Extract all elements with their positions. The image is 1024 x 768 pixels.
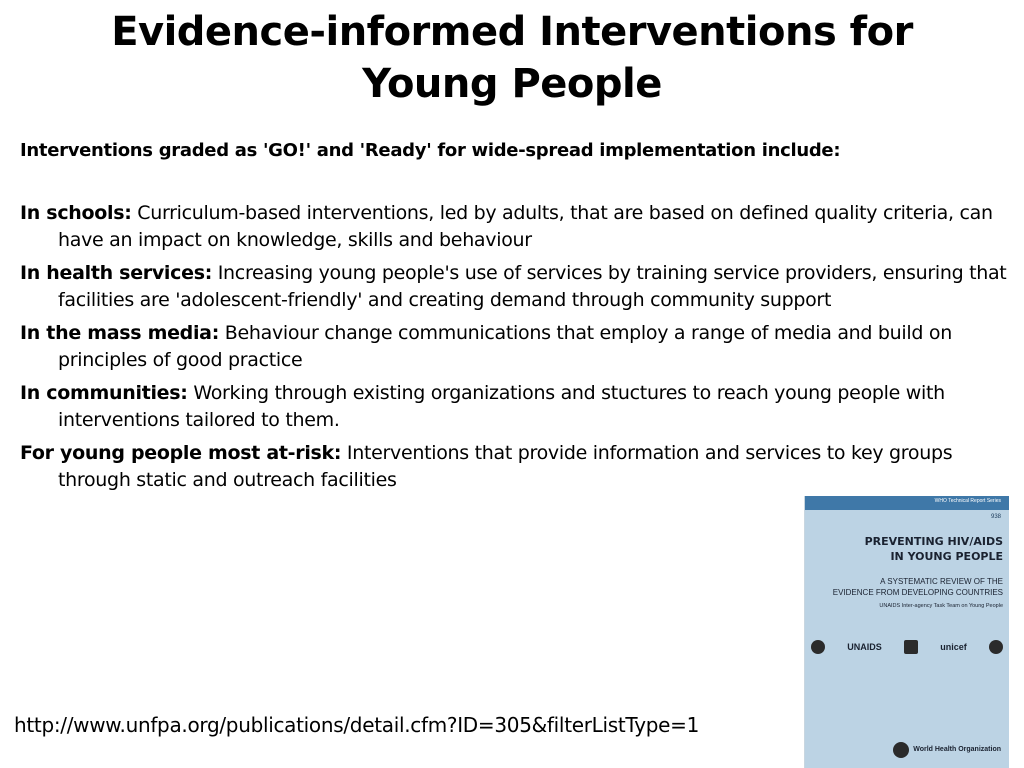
agency-logo-icon — [904, 640, 918, 654]
intro-text: Interventions graded as 'GO!' and 'Ready' for wide-spread implementation include: — [20, 140, 841, 161]
source-url[interactable]: http://www.unfpa.org/publications/detail.cfm?ID=305&filterListType=1 — [14, 713, 700, 737]
globe-logo-icon — [811, 640, 825, 654]
cover-series-bar — [805, 496, 1009, 510]
report-cover-image — [804, 496, 1009, 768]
item-text: Behaviour change communications that employ a range of media and build on principles of good practice — [58, 322, 952, 371]
unaids-logo: UNAIDS — [847, 642, 882, 652]
unicef-logo: unicef — [940, 642, 967, 652]
cover-subtitle-line-2: EVIDENCE FROM DEVELOPING COUNTRIES — [832, 588, 1003, 597]
list-item-schools — [20, 200, 1012, 254]
cover-number: 938 — [990, 514, 1001, 520]
item-label: In health services: — [20, 262, 213, 284]
list-item-health-services — [20, 260, 1012, 314]
item-text: Increasing young people's use of services by training service providers, ensuring that facilities are 'adolescent-friendly' and creating demand through community support — [58, 262, 1007, 311]
cover-series: WHO Technical Report Series — [934, 498, 1001, 504]
cover-team: UNAIDS Inter-agency Task Team on Young People — [879, 603, 1003, 609]
slide-title — [0, 6, 1024, 110]
intervention-list — [20, 200, 1012, 500]
cover-title-line-2: IN YOUNG PEOPLE — [890, 550, 1003, 563]
slide-title-line-1: Evidence-informed Interventions for — [111, 9, 913, 55]
slide-title-line-2: Young People — [362, 61, 662, 107]
item-text: Working through existing organizations and stuctures to reach young people with interventions tailored to them. — [58, 382, 945, 431]
item-label: For young people most at-risk: — [20, 442, 342, 464]
item-text: Curriculum-based interventions, led by adults, that are based on defined quality criteria, can have an impact on knowledge, skills and behaviour — [58, 202, 993, 251]
cover-publisher-name: World Health Organization — [913, 746, 1001, 753]
item-label: In the mass media: — [20, 322, 219, 344]
cover-publisher — [893, 742, 1001, 758]
item-text: Interventions that provide information and services to key groups through static and outreach facilities — [58, 442, 953, 491]
item-label: In schools: — [20, 202, 132, 224]
list-item-at-risk — [20, 440, 1012, 494]
cover-subtitle-line-1: A SYSTEMATIC REVIEW OF THE — [880, 577, 1003, 586]
list-item-communities — [20, 380, 1012, 434]
cover-logo-row — [811, 636, 1003, 658]
cover-subtitle — [813, 576, 1003, 598]
who-logo-icon — [989, 640, 1003, 654]
cover-title-line-1: PREVENTING HIV/AIDS — [864, 535, 1003, 548]
cover-title — [813, 534, 1003, 564]
who-emblem-icon — [893, 742, 909, 758]
list-item-mass-media — [20, 320, 1012, 374]
item-label: In communities: — [20, 382, 188, 404]
